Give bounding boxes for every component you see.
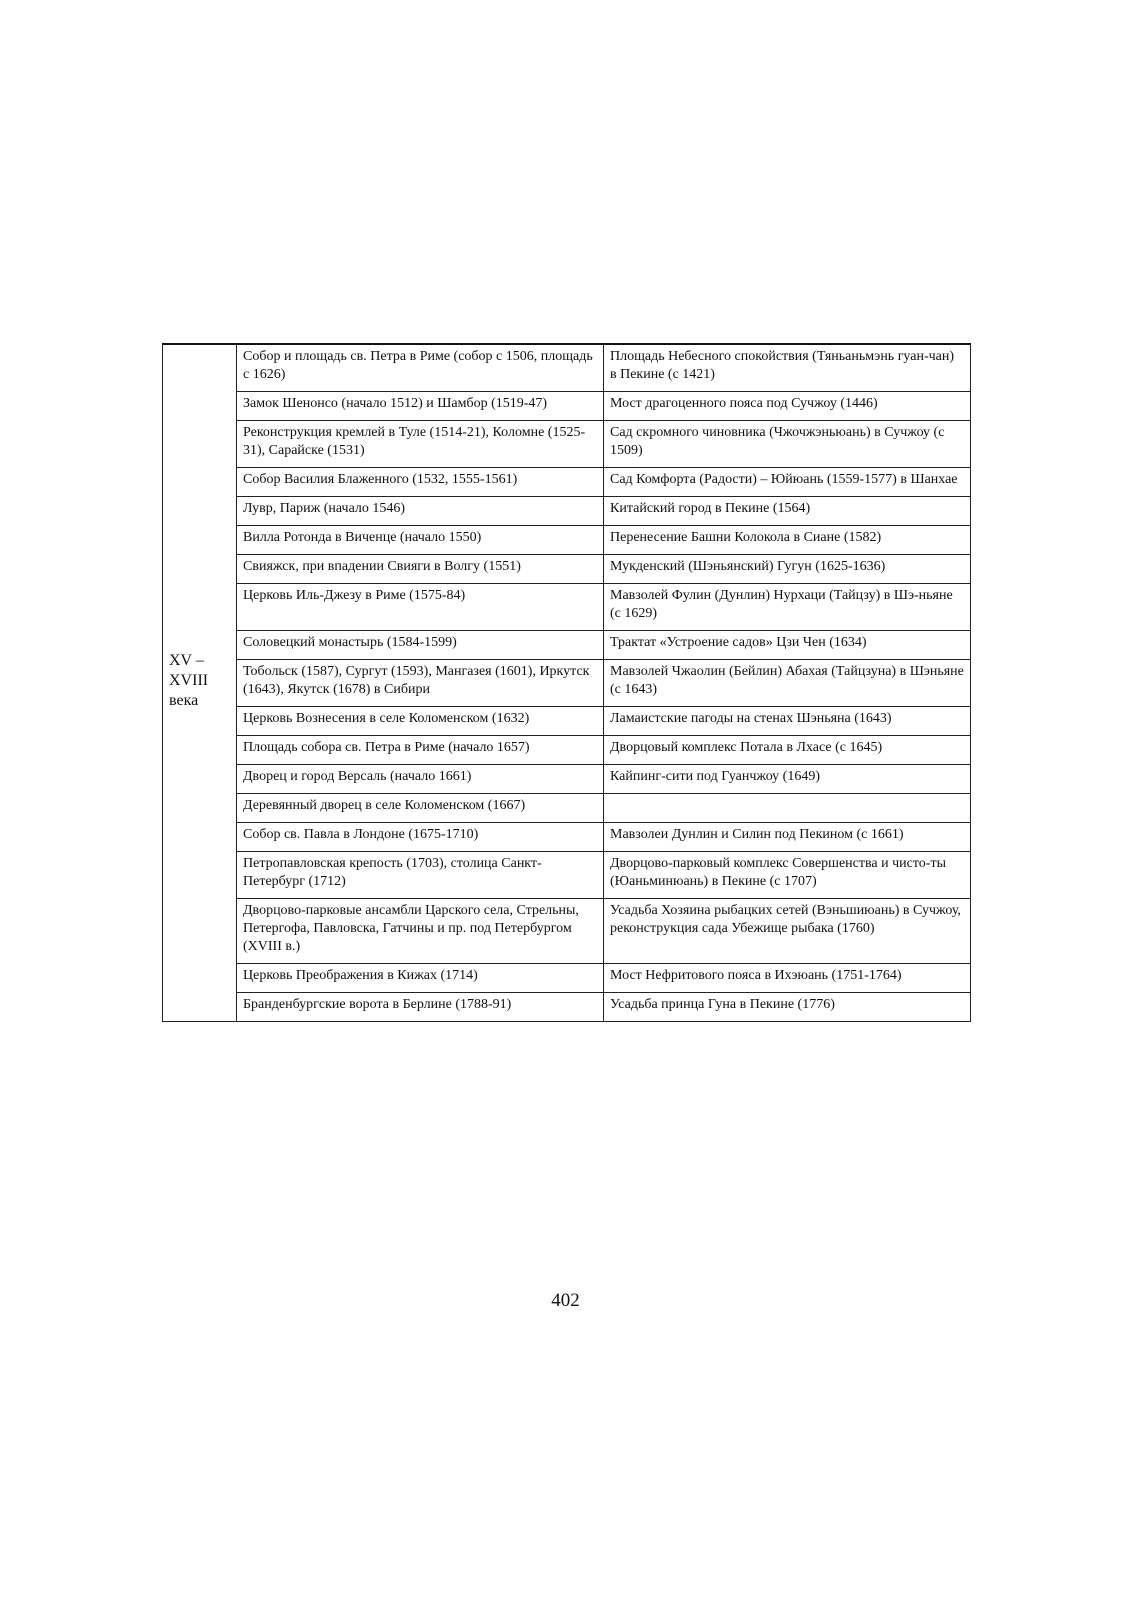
chinese-architecture-cell: Кайпинг-сити под Гуанчжоу (1649) — [604, 765, 971, 794]
western-architecture-cell: Деревянный дворец в селе Коломенском (1667) — [237, 794, 604, 823]
table-row — [163, 631, 971, 660]
table-row — [163, 555, 971, 584]
table-row — [163, 468, 971, 497]
western-architecture-cell: Собор св. Павла в Лондоне (1675-1710) — [237, 823, 604, 852]
architecture-comparison-table — [162, 343, 971, 1022]
chinese-architecture-cell: Дворцовый комплекс Потала в Лхасе (с 1645) — [604, 736, 971, 765]
chinese-architecture-cell: Усадьба Хозяина рыбацких сетей (Вэньшиюань) в Сучжоу, реконструкция сада Убежище рыбака (1760) — [604, 899, 971, 964]
western-architecture-cell: Собор Василия Блаженного (1532, 1555-1561) — [237, 468, 604, 497]
table-row — [163, 526, 971, 555]
page-number: 402 — [551, 1290, 580, 1311]
table-row — [163, 392, 971, 421]
chinese-architecture-cell: Мост драгоценного пояса под Сучжоу (1446) — [604, 392, 971, 421]
chinese-architecture-cell: Ламаистские пагоды на стенах Шэньяна (1643) — [604, 707, 971, 736]
western-architecture-cell: Лувр, Париж (начало 1546) — [237, 497, 604, 526]
western-architecture-cell: Церковь Вознесения в селе Коломенском (1632) — [237, 707, 604, 736]
western-architecture-cell: Площадь собора св. Петра в Риме (начало 1657) — [237, 736, 604, 765]
western-architecture-cell: Бранденбургские ворота в Берлине (1788-91) — [237, 993, 604, 1022]
western-architecture-cell: Свияжск, при впадении Свияги в Волгу (1551) — [237, 555, 604, 584]
table-row — [163, 964, 971, 993]
table-row — [163, 497, 971, 526]
chinese-architecture-cell: Усадьба принца Гуна в Пекине (1776) — [604, 993, 971, 1022]
western-architecture-cell: Петропавловская крепость (1703), столица Санкт-Петербург (1712) — [237, 852, 604, 899]
table-row — [163, 899, 971, 964]
table-row — [163, 765, 971, 794]
chinese-architecture-cell: Перенесение Башни Колокола в Сиане (1582) — [604, 526, 971, 555]
table-row — [163, 852, 971, 899]
table-row — [163, 707, 971, 736]
western-architecture-cell: Дворцово-парковые ансамбли Царского села, Стрельны, Петергофа, Павловска, Гатчины и пр. под Петербургом (XVIII в.) — [237, 899, 604, 964]
chinese-architecture-cell: Трактат «Устроение садов» Цзи Чен (1634) — [604, 631, 971, 660]
chinese-architecture-cell: Мавзолей Фулин (Дунлин) Нурхаци (Тайцзу) в Шэ-ньяне (с 1629) — [604, 584, 971, 631]
chinese-architecture-cell: Сад Комфорта (Радости) – Юйюань (1559-1577) в Шанхае — [604, 468, 971, 497]
table-row — [163, 794, 971, 823]
table-row — [163, 344, 971, 392]
chinese-architecture-cell: Мавзолеи Дунлин и Силин под Пекином (с 1661) — [604, 823, 971, 852]
table-row — [163, 421, 971, 468]
chinese-architecture-cell — [604, 794, 971, 823]
table-row — [163, 660, 971, 707]
western-architecture-cell: Тобольск (1587), Сургут (1593), Мангазея (1601), Иркутск (1643), Якутск (1678) в Сибири — [237, 660, 604, 707]
western-architecture-cell: Собор и площадь св. Петра в Риме (собор с 1506, площадь с 1626) — [237, 344, 604, 392]
table-row — [163, 993, 971, 1022]
era-cell: XV – XVIII века — [163, 344, 237, 1022]
table-body — [163, 344, 971, 1022]
chinese-architecture-cell: Мост Нефритового пояса в Ихэюань (1751-1764) — [604, 964, 971, 993]
western-architecture-cell: Соловецкий монастырь (1584-1599) — [237, 631, 604, 660]
western-architecture-cell: Реконструкция кремлей в Туле (1514-21), Коломне (1525-31), Сарайске (1531) — [237, 421, 604, 468]
western-architecture-cell: Церковь Преображения в Кижах (1714) — [237, 964, 604, 993]
table-row — [163, 584, 971, 631]
table-row — [163, 736, 971, 765]
western-architecture-cell: Вилла Ротонда в Виченце (начало 1550) — [237, 526, 604, 555]
chinese-architecture-cell: Сад скромного чиновника (Чжочжэньюань) в Сучжоу (с 1509) — [604, 421, 971, 468]
chinese-architecture-cell: Площадь Небесного спокойствия (Тяньаньмэнь гуан-чан) в Пекине (с 1421) — [604, 344, 971, 392]
western-architecture-cell: Дворец и город Версаль (начало 1661) — [237, 765, 604, 794]
chinese-architecture-cell: Мавзолей Чжаолин (Бейлин) Абахая (Тайцзуна) в Шэньяне (с 1643) — [604, 660, 971, 707]
chinese-architecture-cell: Китайский город в Пекине (1564) — [604, 497, 971, 526]
western-architecture-cell: Церковь Иль-Джезу в Риме (1575-84) — [237, 584, 604, 631]
western-architecture-cell: Замок Шенонсо (начало 1512) и Шамбор (1519-47) — [237, 392, 604, 421]
chinese-architecture-cell: Мукденский (Шэньянский) Гугун (1625-1636) — [604, 555, 971, 584]
table-row — [163, 823, 971, 852]
chinese-architecture-cell: Дворцово-парковый комплекс Совершенства и чисто-ты (Юаньминюань) в Пекине (с 1707) — [604, 852, 971, 899]
